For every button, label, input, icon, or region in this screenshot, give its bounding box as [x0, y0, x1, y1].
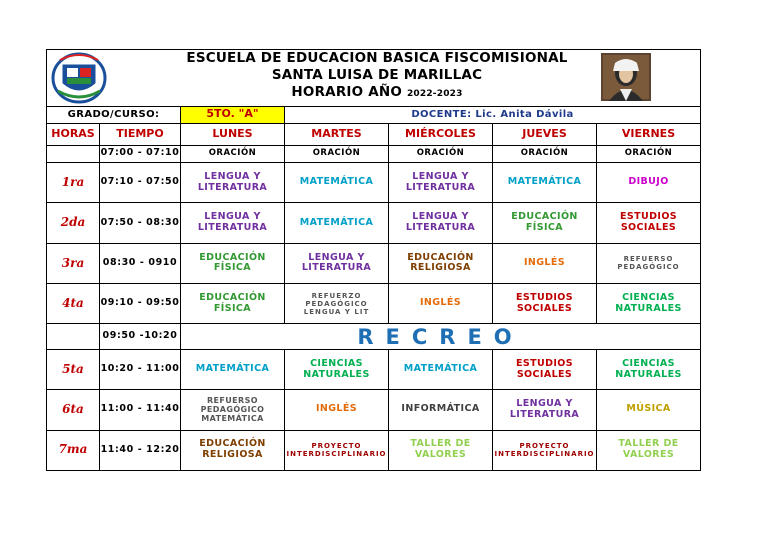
period-row	[47, 163, 701, 203]
subject-cell: PROYECTO INTERDISCIPLINARIO	[285, 430, 389, 470]
subject-cell: INFORMÁTICA	[389, 390, 493, 430]
subject-cell: LENGUA Y LITERATURA	[493, 390, 597, 430]
break-time: 09:50 -10:20	[100, 324, 181, 349]
subject-cell: REFUERSO PEDAGÓGICO	[597, 243, 701, 283]
teacher-name: DOCENTE: Lic. Anita Dávila	[285, 106, 701, 123]
subject-cell: MATEMÁTICA	[285, 163, 389, 203]
subject-cell: LENGUA Y LITERATURA	[181, 203, 285, 243]
title-cell	[47, 50, 701, 107]
school-subname: SANTA LUISA DE MARILLAC	[271, 67, 483, 83]
period-time: 08:30 - 0910	[100, 243, 181, 283]
subject-cell: LENGUA Y LITERATURA	[181, 163, 285, 203]
prayer-viernes: ORACIÓN	[597, 145, 701, 162]
period-hour: 6ta	[47, 390, 100, 430]
period-hour: 3ra	[47, 243, 100, 283]
grade-label: GRADO/CURSO:	[47, 106, 181, 123]
subject-cell: ESTUDIOS SOCIALES	[493, 284, 597, 324]
subject-cell: ESTUDIOS SOCIALES	[597, 203, 701, 243]
period-row	[47, 349, 701, 389]
break-row	[47, 324, 701, 349]
subject-cell: INGLÉS	[493, 243, 597, 283]
period-time: 11:40 - 12:20	[100, 430, 181, 470]
subject-cell: LENGUA Y LITERATURA	[285, 243, 389, 283]
schedule-table	[46, 49, 701, 471]
subject-cell: MATEMÁTICA	[181, 349, 285, 389]
period-time: 10:20 - 11:00	[100, 349, 181, 389]
period-row	[47, 203, 701, 243]
school-crest-logo	[50, 51, 108, 105]
col-header-martes: MARTES	[285, 123, 389, 145]
subject-cell: EDUCACIÓN RELIGIOSA	[181, 430, 285, 470]
break-hour-cell	[47, 324, 100, 349]
period-hour: 4ta	[47, 284, 100, 324]
schedule-title-text: HORARIO AÑO	[291, 84, 403, 100]
period-row	[47, 243, 701, 283]
subject-cell: EDUCACIÓN FÍSICA	[181, 243, 285, 283]
subject-cell: LENGUA Y LITERATURA	[389, 163, 493, 203]
prayer-lunes: ORACIÓN	[181, 145, 285, 162]
school-name: ESCUELA DE EDUCACION BASICA FISCOMISIONAL	[186, 50, 568, 66]
info-row	[47, 106, 701, 123]
col-header-horas: HORAS	[47, 123, 100, 145]
subject-cell: MATEMÁTICA	[493, 163, 597, 203]
subject-cell: CIENCIAS NATURALES	[285, 349, 389, 389]
subject-cell: REFUERSO PEDAGÓGICO MATEMÁTICA	[181, 390, 285, 430]
subject-cell: MATEMÁTICA	[389, 349, 493, 389]
prayer-row	[47, 145, 701, 162]
subject-cell: PROYECTO INTERDISCIPLINARIO	[493, 430, 597, 470]
period-row	[47, 284, 701, 324]
subject-cell: DIBUJO	[597, 163, 701, 203]
column-header-row	[47, 123, 701, 145]
subject-cell: EDUCACIÓN FÍSICA	[493, 203, 597, 243]
break-label: RECREO	[181, 324, 701, 349]
subject-cell: INGLÉS	[389, 284, 493, 324]
prayer-jueves: ORACIÓN	[493, 145, 597, 162]
subject-cell: EDUCACIÓN FÍSICA	[181, 284, 285, 324]
period-time: 07:10 - 07:50	[100, 163, 181, 203]
subject-cell: LENGUA Y LITERATURA	[389, 203, 493, 243]
period-time: 09:10 - 09:50	[100, 284, 181, 324]
schedule-title	[177, 85, 577, 101]
subject-cell: MATEMÁTICA	[285, 203, 389, 243]
subject-cell: INGLÉS	[285, 390, 389, 430]
period-hour: 7ma	[47, 430, 100, 470]
saint-portrait-image	[601, 53, 651, 101]
period-time: 07:50 - 08:30	[100, 203, 181, 243]
subject-cell: ESTUDIOS SOCIALES	[493, 349, 597, 389]
school-year: 2022-2023	[406, 89, 463, 99]
col-header-viernes: VIERNES	[597, 123, 701, 145]
col-header-jueves: JUEVES	[493, 123, 597, 145]
prayer-martes: ORACIÓN	[285, 145, 389, 162]
col-header-lunes: LUNES	[181, 123, 285, 145]
period-row	[47, 390, 701, 430]
grade-value: 5TO. "A"	[181, 106, 285, 123]
title-row	[47, 50, 701, 107]
col-header-miercoles: MIÉRCOLES	[389, 123, 493, 145]
subject-cell: TALLER DE VALORES	[389, 430, 493, 470]
period-time: 11:00 - 11:40	[100, 390, 181, 430]
period-row	[47, 430, 701, 470]
period-hour: 5ta	[47, 349, 100, 389]
subject-cell: MÚSICA	[597, 390, 701, 430]
period-hour: 1ra	[47, 163, 100, 203]
prayer-miercoles: ORACIÓN	[389, 145, 493, 162]
prayer-time: 07:00 - 07:10	[100, 145, 181, 162]
period-hour: 2da	[47, 203, 100, 243]
subject-cell: REFUERZO PEDAGÓGICO LENGUA Y LIT	[285, 284, 389, 324]
subject-cell: TALLER DE VALORES	[597, 430, 701, 470]
subject-cell: CIENCIAS NATURALES	[597, 284, 701, 324]
prayer-hour-cell	[47, 145, 100, 162]
col-header-tiempo: TIEMPO	[100, 123, 181, 145]
subject-cell: EDUCACIÓN RELIGIOSA	[389, 243, 493, 283]
subject-cell: CIENCIAS NATURALES	[597, 349, 701, 389]
